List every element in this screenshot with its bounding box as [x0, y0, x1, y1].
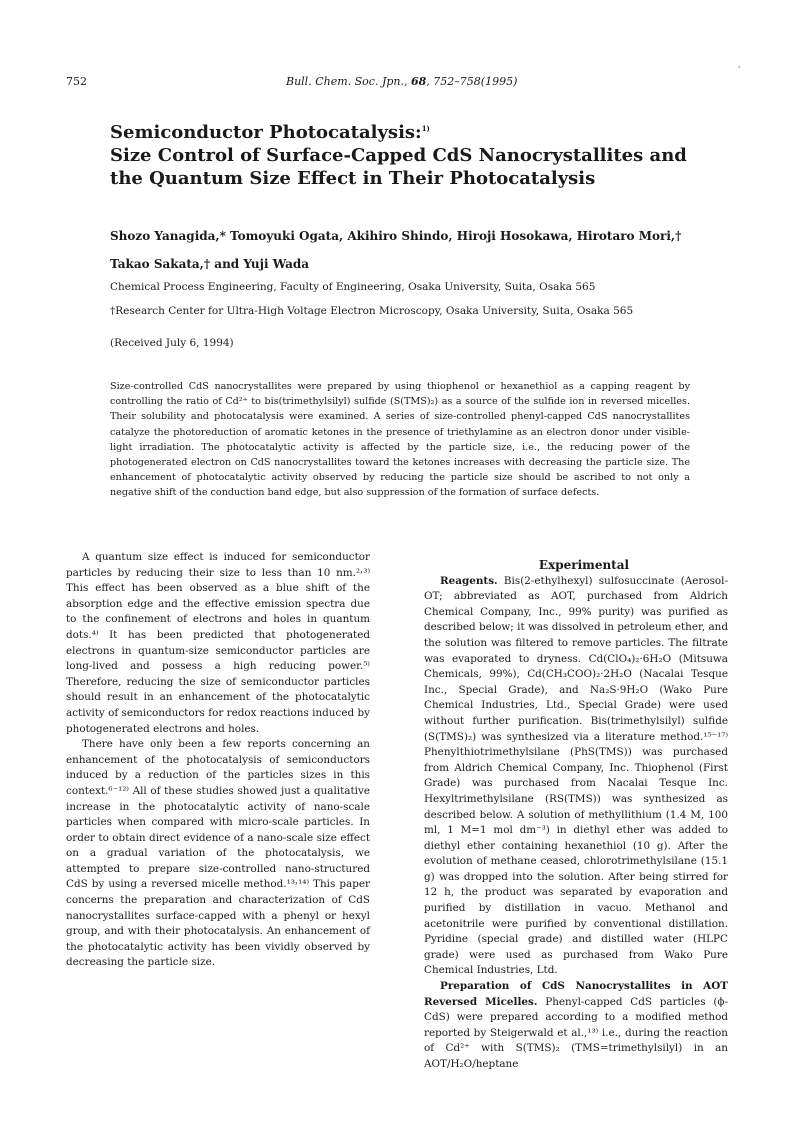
margin-mark: , — [738, 60, 741, 69]
abstract: Size-controlled CdS nanocrystallites were prepared by using thiophenol or hexanethiol as a capping reagent by controlling the ratio of Cd²⁺ to bis(trimethylsilyl) sulfide (S(TMS)₂) as a source of the sulfide ion in reversed micelles. Their solubility and photocatalysis were examined. A series of size-controlled phenyl-capped CdS nanocrystallites catalyze the photoreduction of aromatic ketones in the presence of triethylamine as an electron donor under visible-light irradiation. The photocatalytic activity is affected by the particle size, i.e., the reducing power of the photogenerated electron on CdS nanocrystallites toward the ketones increases with decreasing the particle size. The enhancement of photocatalytic activity observed by reducing the particle size should be ascribed to not only a negative shift of the conduction band edge, but also suppression of the formation of surface defects. — [110, 381, 690, 499]
journal-prefix: Bull. Chem. Soc. Jpn., — [286, 75, 411, 88]
preparation-heading: Preparation of CdS Nanocrystallites in AOT Reversed Micelles. — [424, 980, 728, 1008]
journal-suffix: , 752–758(1995) — [426, 75, 518, 88]
author-list — [110, 222, 750, 278]
title-line-3: the Quantum Size Effect in Their Photocatalysis — [110, 168, 596, 189]
affiliation-1: Chemical Process Engineering, Faculty of Engineering, Osaka University, Suita, Osaka 565 — [110, 281, 596, 293]
reagents-heading: Reagents. — [440, 574, 498, 587]
title-line-1: Semiconductor Photocatalysis:$^{1)}$ — [110, 122, 430, 143]
title-line-2: Size Control of Surface-Capped CdS Nanocrystallites and — [110, 145, 687, 166]
left-column — [66, 550, 370, 971]
authors-line-2: Takao Sakata,† and Yuji Wada — [110, 257, 310, 271]
journal-volume: 68 — [410, 75, 427, 88]
reagents-text: Bis(2-ethylhexyl) sulfosuccinate (Aerosol-OT; abbreviated as AOT, purchased from Aldrich Chemical Company, Inc., 99% purity) was purified as described below; it was dissolved in petroleum ether, and the solution was filtered to remove particles. The filtrate was evaporated to dryness. Cd(ClO₄)₂·6H₂O (Mitsuwa Chemicals, 99%), Cd(CH₃COO)₂·2H₂O (Nacalai Tesque Inc., Special Grade), and Na₂S·9H₂O (Wako Pure Chemical Industries, Ltd., Special Grade) were used without further purification. Bis(trimethylsilyl) sulfide (S(TMS)₂) was synthesized via a literature method.¹⁵⁻¹⁷⁾ Phenylthiotrimethylsilane (PhS(TMS)) was purchased from Aldrich Chemical Company, Inc. Thiophenol (First Grade) was purchased from Nacalai Tesque Inc. Hexyltrimethylsilane (RS(TMS)) was synthesized as described below. A solution of methyllithium (1.4 M, 100 ml, 1 M=1 mol dm⁻³) in diethyl ether was added to diethyl ether containing hexanethiol (10 g). After the evolution of methane ceased, chlorotrimethylsilane (15.1 g) was dropped into the solution. After being stirred for 12 h, the product was separated by evaporation and purified by distillation in vacuo. Methanol and acetonitrile were purified by conventional distillation. Pyridine (special grade) and distilled water (HLPC grade) were used as purchased from Wako Pure Chemical Industries, Ltd. — [424, 574, 728, 977]
journal-citation — [286, 75, 517, 88]
right-column — [424, 558, 728, 1073]
intro-paragraph-1: A quantum size effect is induced for semiconductor particles by reducing their size to less than 10 nm.²˒³⁾ This effect has been observed as a blue shift of the absorption edge and the effective emission spectra due to the confinement of electrons and holes in quantum dots.⁴⁾ It has been predicted that photogenerated electrons in quantum-size semiconductor particles are long-lived and possess a high reducing power.⁵⁾ Therefore, reducing the size of semiconductor particles should result in an enhancement of the photocatalytic activity of semiconductors for redox reactions induced by photogenerated electrons and holes. — [66, 551, 370, 735]
page-number: 752 — [66, 75, 87, 88]
article-title — [110, 121, 730, 190]
section-heading-experimental: Experimental — [538, 558, 630, 572]
preparation-text: Phenyl-capped CdS particles (ϕ-CdS) were prepared according to a modified method reported by Steigerwald et al.,¹³⁾ i.e., during the reaction of Cd²⁺ with S(TMS)₂ (TMS=trimethylsilyl) in an AOT/H₂O/heptane — [424, 995, 728, 1070]
preparation-paragraph — [424, 979, 728, 1073]
affiliation-2: †Research Center for Ultra-High Voltage Electron Microscopy, Osaka University, Suita, Osaka 565 — [110, 305, 634, 317]
received-date: (Received July 6, 1994) — [110, 337, 234, 349]
reagents-paragraph — [424, 574, 728, 979]
title-footnote-mark: 1) — [421, 124, 430, 133]
intro-paragraph-2: There have only been a few reports concerning an enhancement of the photocatalysis of semiconductors induced by a reduction of the particles sizes in this context.⁶⁻¹²⁾ All of these studies showed just a qualitative increase in the photocatalytic activity of nano-scale particles when compared with micro-scale particles. In order to obtain direct evidence of a nano-scale size effect on a gradual variation of the photocatalysis, we attempted to prepare size-controlled nano-structured CdS by using a reversed micelle method.¹³˒¹⁴⁾ This paper concerns the preparation and characterization of CdS nanocrystallites surface-capped with a phenyl or hexyl group, and with their photocatalysis. An enhancement of the photocatalytic activity has been vividly observed by decreasing the particle size. — [66, 738, 370, 969]
authors-line-1: Shozo Yanagida,* Tomoyuki Ogata, Akihiro Shindo, Hiroji Hosokawa, Hirotaro Mori,† — [110, 229, 682, 243]
